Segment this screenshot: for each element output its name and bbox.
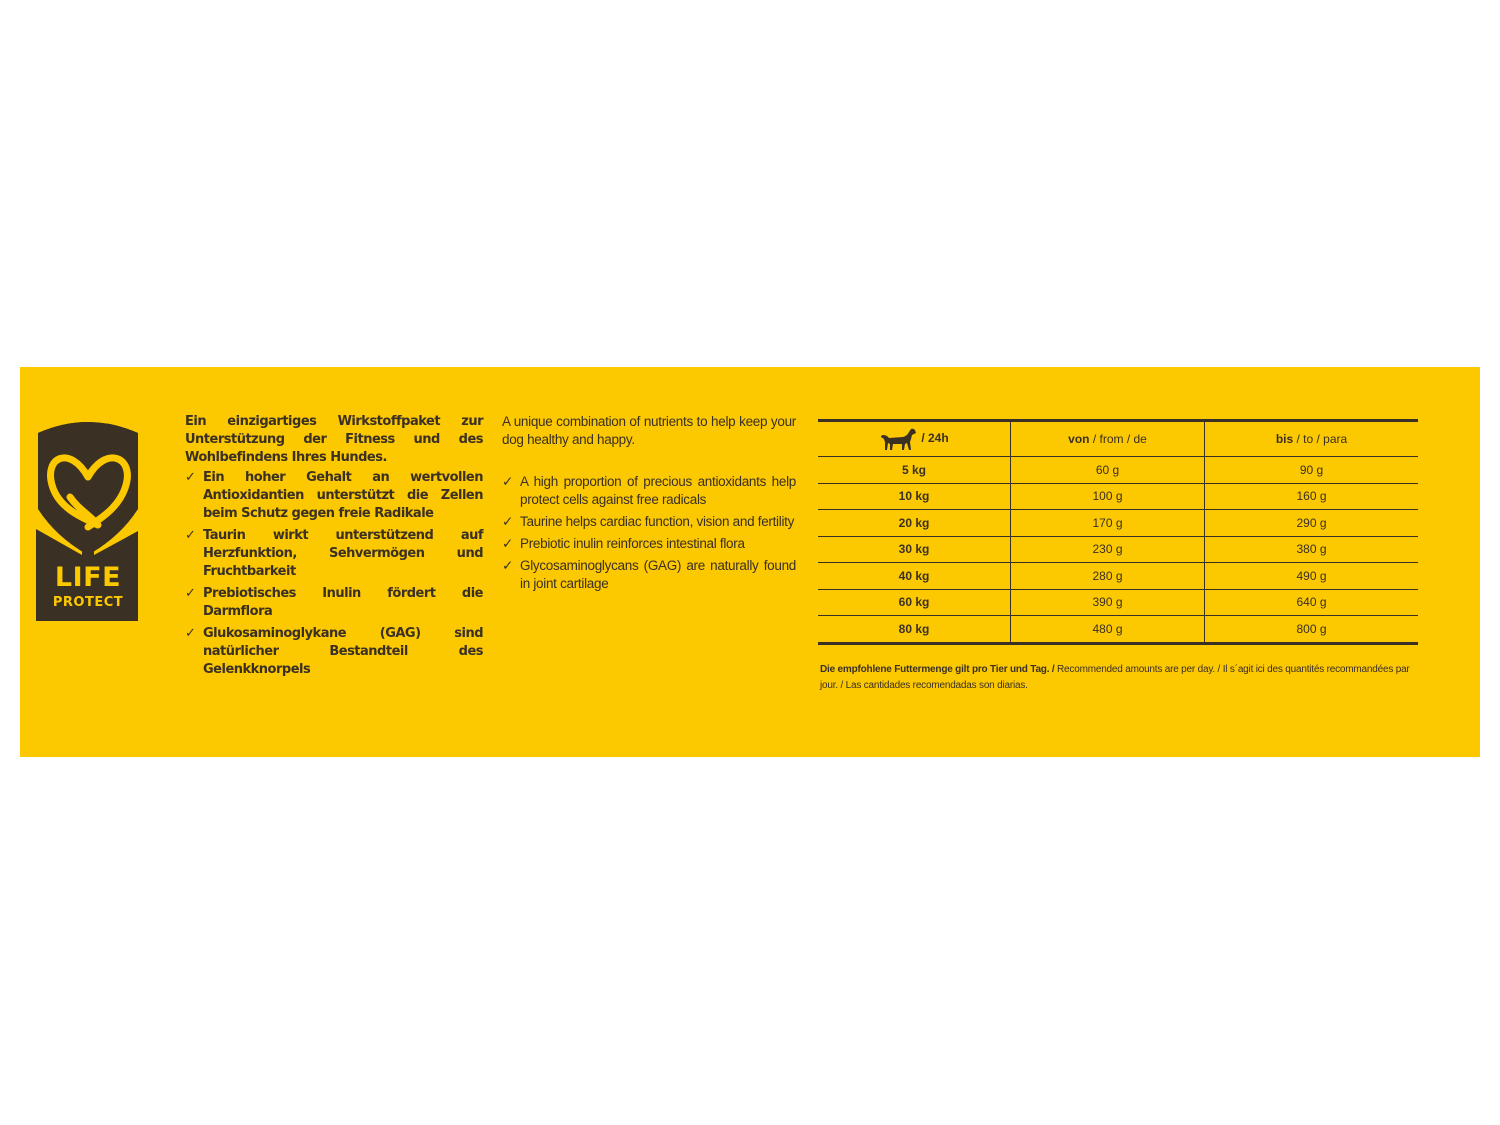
german-description <box>185 413 483 683</box>
check-icon: ✓ <box>185 586 196 601</box>
benefit-text: Glycosaminoglycans (GAG) are naturally found in joint cartilage <box>520 558 796 591</box>
header-to <box>1205 421 1419 457</box>
list-item <box>502 535 796 553</box>
table-header-row <box>818 421 1418 457</box>
table-row <box>818 616 1418 644</box>
header-dog-weight <box>818 421 1011 457</box>
badge-life-text: LIFE <box>54 562 122 593</box>
benefit-text: Taurin wirkt unterstützend auf Herzfunktion, Sehvermögen und Fruchtbarkeit <box>203 528 483 579</box>
to-cell: 290 g <box>1205 510 1419 537</box>
list-item <box>502 513 796 531</box>
list-item <box>185 469 483 523</box>
feeding-note-german: Die empfohlene Futtermenge gilt pro Tier und Tag. / <box>820 664 1055 675</box>
to-cell: 90 g <box>1205 457 1419 484</box>
check-icon: ✓ <box>502 514 514 530</box>
weight-cell: 20 kg <box>818 510 1011 537</box>
life-protect-badge <box>30 415 146 625</box>
german-benefit-list <box>185 469 483 679</box>
header-from-rest: / from / de <box>1089 432 1147 446</box>
feeding-note-translations: Recommended amounts are per day. / Il s´agit ici des quantités recommandées par jour. / Las cantidades recomendadas son diarias. <box>820 664 1410 691</box>
from-cell: 100 g <box>1011 483 1205 510</box>
english-description <box>502 413 796 597</box>
english-intro: A unique combination of nutrients to help keep your dog healthy and happy. <box>502 414 796 447</box>
german-intro: Ein einzigartiges Wirkstoffpaket zur Unterstützung der Fitness und des Wohlbefindens Ihres Hundes. <box>185 414 483 465</box>
feeding-note <box>820 662 1420 694</box>
header-from <box>1011 421 1205 457</box>
check-icon: ✓ <box>185 626 196 641</box>
heart-shield-icon <box>30 415 146 625</box>
benefit-text: Ein hoher Gehalt an wertvollen Antioxidantien unterstützt die Zellen beim Schutz gegen freie Radikale <box>203 470 483 521</box>
from-cell: 480 g <box>1011 616 1205 644</box>
to-cell: 380 g <box>1205 536 1419 563</box>
product-info-panel <box>20 367 1480 757</box>
weight-cell: 40 kg <box>818 563 1011 590</box>
english-benefit-list <box>502 473 796 593</box>
header-to-rest: / to / para <box>1293 432 1348 446</box>
weight-cell: 5 kg <box>818 457 1011 484</box>
header-from-bold: von <box>1068 432 1090 446</box>
from-cell: 390 g <box>1011 589 1205 616</box>
from-cell: 60 g <box>1011 457 1205 484</box>
badge-protect-text: PROTECT <box>52 595 124 610</box>
feeding-table <box>818 419 1418 645</box>
check-icon: ✓ <box>185 528 196 543</box>
weight-cell: 60 kg <box>818 589 1011 616</box>
weight-cell: 10 kg <box>818 483 1011 510</box>
benefit-text: Prebiotic inulin reinforces intestinal flora <box>520 536 745 551</box>
from-cell: 170 g <box>1011 510 1205 537</box>
benefit-text: Prebiotisches Inulin fördert die Darmflora <box>203 586 483 619</box>
check-icon: ✓ <box>502 536 514 552</box>
list-item <box>502 557 796 593</box>
table-row <box>818 483 1418 510</box>
dog-icon <box>879 426 917 452</box>
table-row <box>818 457 1418 484</box>
check-icon: ✓ <box>502 558 514 574</box>
list-item <box>185 527 483 581</box>
table-row <box>818 510 1418 537</box>
weight-cell: 80 kg <box>818 616 1011 644</box>
list-item <box>185 585 483 621</box>
feeding-table-wrapper <box>818 419 1418 645</box>
list-item <box>502 473 796 509</box>
header-to-bold: bis <box>1275 432 1294 446</box>
from-cell: 230 g <box>1011 536 1205 563</box>
to-cell: 160 g <box>1205 483 1419 510</box>
table-row <box>818 536 1418 563</box>
from-cell: 280 g <box>1011 563 1205 590</box>
to-cell: 640 g <box>1205 589 1419 616</box>
benefit-text: A high proportion of precious antioxidants help protect cells against free radicals <box>520 474 796 507</box>
benefit-text: Glukosaminoglykane (GAG) sind natürlicher Bestandteil des Gelenkknorpels <box>203 626 483 677</box>
list-item <box>185 625 483 679</box>
to-cell: 800 g <box>1205 616 1419 644</box>
check-icon: ✓ <box>502 474 514 490</box>
weight-cell: 30 kg <box>818 536 1011 563</box>
benefit-text: Taurine helps cardiac function, vision and fertility <box>520 514 795 529</box>
table-row <box>818 563 1418 590</box>
check-icon: ✓ <box>185 470 196 485</box>
to-cell: 490 g <box>1205 563 1419 590</box>
table-row <box>818 589 1418 616</box>
header-per-day: / 24h <box>921 431 949 446</box>
